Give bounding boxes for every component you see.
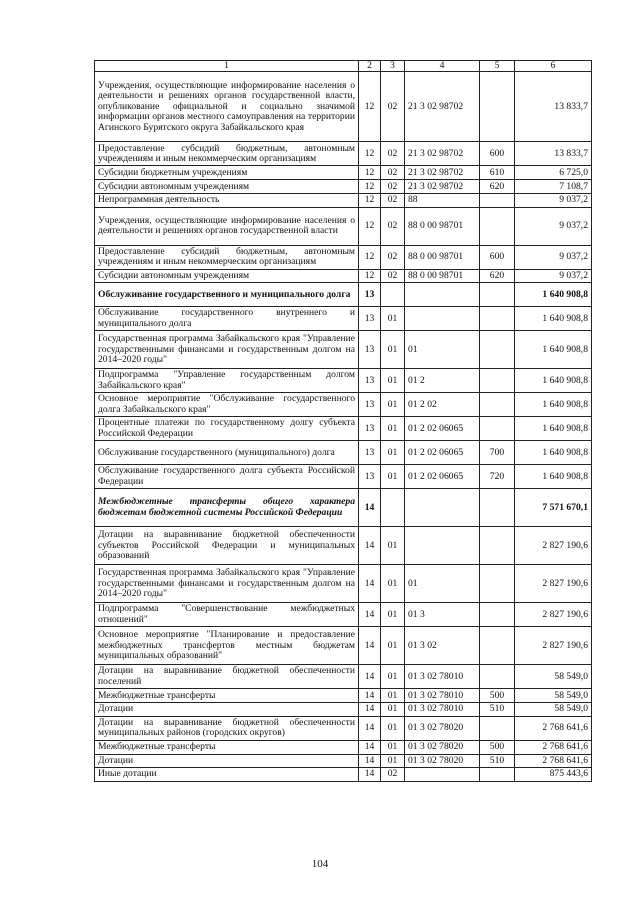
- cell-subsection: 01: [381, 465, 405, 489]
- cell-expense-type: 500: [480, 740, 515, 754]
- cell-section: 13: [359, 369, 381, 393]
- cell-target-article: 01 3 02 78010: [405, 689, 480, 703]
- cell-expense-type: [480, 72, 515, 142]
- cell-name: Предоставление субсидий бюджетным, автономным учреждениям и иным некоммерческим организациям: [95, 245, 359, 269]
- table-row: [95, 331, 592, 369]
- cell-subsection: 01: [381, 307, 405, 331]
- cell-target-article: 21 3 02 98702: [405, 180, 480, 194]
- cell-amount: 2 827 190,6: [515, 527, 592, 565]
- table-row: [95, 740, 592, 754]
- table-row: [95, 269, 592, 282]
- cell-expense-type: 620: [480, 269, 515, 282]
- column-header: 4: [405, 61, 480, 72]
- table-row: [95, 665, 592, 689]
- cell-amount: 6 725,0: [515, 166, 592, 180]
- cell-name: Учреждения, осуществляющие информирование населения о деятельности и решениях органов государственной власти, опубликование официальной и социально значимой информации органов местного самоуправления на территории Агинского Бурятского округа Забайкальского края: [95, 72, 359, 142]
- column-header: 2: [359, 61, 381, 72]
- cell-section: 12: [359, 180, 381, 194]
- cell-target-article: 88 0 00 98701: [405, 269, 480, 282]
- cell-amount: 13 833,7: [515, 142, 592, 166]
- cell-name: Обслуживание государственного и муниципального долга: [95, 283, 359, 307]
- cell-section: 12: [359, 166, 381, 180]
- cell-amount: 1 640 908,8: [515, 417, 592, 441]
- cell-name: Обслуживание государственного долга субъекта Российской Федерации: [95, 465, 359, 489]
- cell-section: 12: [359, 269, 381, 282]
- cell-section: 14: [359, 703, 381, 716]
- cell-subsection: 01: [381, 716, 405, 740]
- cell-target-article: 01 2: [405, 369, 480, 393]
- cell-name: Подпрограмма "Управление государственным долгом Забайкальского края": [95, 369, 359, 393]
- cell-expense-type: [480, 665, 515, 689]
- cell-section: 12: [359, 194, 381, 207]
- cell-amount: 58 549,0: [515, 689, 592, 703]
- cell-target-article: 01 2 02 06065: [405, 417, 480, 441]
- table-row: [95, 307, 592, 331]
- cell-section: 14: [359, 754, 381, 767]
- cell-section: 14: [359, 627, 381, 665]
- cell-target-article: 01 2 02: [405, 393, 480, 417]
- cell-amount: 2 827 190,6: [515, 627, 592, 665]
- cell-amount: 9 037,2: [515, 194, 592, 207]
- cell-subsection: 02: [381, 180, 405, 194]
- table-row: [95, 207, 592, 245]
- cell-expense-type: [480, 603, 515, 627]
- cell-target-article: [405, 768, 480, 782]
- cell-name: Подпрограмма "Совершенствование межбюджетных отношений": [95, 603, 359, 627]
- cell-target-article: 01 3 02: [405, 627, 480, 665]
- cell-section: 13: [359, 465, 381, 489]
- cell-amount: 58 549,0: [515, 665, 592, 689]
- cell-expense-type: [480, 194, 515, 207]
- cell-target-article: [405, 307, 480, 331]
- cell-target-article: 01 3 02 78010: [405, 703, 480, 716]
- cell-expense-type: [480, 207, 515, 245]
- budget-table: [94, 60, 592, 782]
- table-body: [95, 72, 592, 782]
- table-row: [95, 194, 592, 207]
- cell-expense-type: [480, 417, 515, 441]
- cell-section: 14: [359, 716, 381, 740]
- cell-subsection: 01: [381, 331, 405, 369]
- cell-subsection: 01: [381, 627, 405, 665]
- cell-amount: 7 108,7: [515, 180, 592, 194]
- cell-amount: 1 640 908,8: [515, 369, 592, 393]
- cell-subsection: 02: [381, 207, 405, 245]
- cell-expense-type: 600: [480, 245, 515, 269]
- cell-subsection: 02: [381, 142, 405, 166]
- cell-subsection: 01: [381, 603, 405, 627]
- cell-amount: 1 640 908,8: [515, 465, 592, 489]
- column-header: 3: [381, 61, 405, 72]
- cell-section: 14: [359, 768, 381, 782]
- cell-target-article: 21 3 02 98702: [405, 166, 480, 180]
- cell-target-article: 01 3 02 78020: [405, 754, 480, 767]
- cell-subsection: 01: [381, 417, 405, 441]
- cell-expense-type: [480, 768, 515, 782]
- cell-amount: 2 827 190,6: [515, 565, 592, 603]
- cell-expense-type: [480, 527, 515, 565]
- cell-section: 14: [359, 603, 381, 627]
- cell-subsection: 02: [381, 245, 405, 269]
- cell-subsection: [381, 489, 405, 527]
- cell-expense-type: 510: [480, 703, 515, 716]
- cell-expense-type: [480, 716, 515, 740]
- cell-section: 14: [359, 665, 381, 689]
- cell-target-article: 21 3 02 98702: [405, 72, 480, 142]
- cell-name: Государственная программа Забайкальского края "Управление государственными финансами и государственным долгом на 2014–2020 годы": [95, 565, 359, 603]
- cell-amount: 13 833,7: [515, 72, 592, 142]
- cell-subsection: 02: [381, 166, 405, 180]
- cell-section: 14: [359, 740, 381, 754]
- cell-section: 12: [359, 207, 381, 245]
- table-row: [95, 180, 592, 194]
- cell-section: 13: [359, 393, 381, 417]
- cell-expense-type: [480, 565, 515, 603]
- cell-expense-type: [480, 369, 515, 393]
- table-row: [95, 369, 592, 393]
- cell-subsection: 01: [381, 565, 405, 603]
- table-row: [95, 565, 592, 603]
- cell-section: 12: [359, 142, 381, 166]
- cell-section: 13: [359, 307, 381, 331]
- cell-section: 14: [359, 689, 381, 703]
- cell-expense-type: 510: [480, 754, 515, 767]
- cell-name: Обслуживание государственного внутреннего и муниципального долга: [95, 307, 359, 331]
- table-row: [95, 166, 592, 180]
- cell-section: 14: [359, 527, 381, 565]
- cell-target-article: 88 0 00 98701: [405, 245, 480, 269]
- cell-name: Дотации на выравнивание бюджетной обеспеченности поселений: [95, 665, 359, 689]
- cell-name: Дотации: [95, 703, 359, 716]
- table-row: [95, 603, 592, 627]
- table-row: [95, 703, 592, 716]
- cell-name: Субсидии бюджетным учреждениям: [95, 166, 359, 180]
- cell-target-article: 01 3 02 78020: [405, 740, 480, 754]
- cell-name: Государственная программа Забайкальского края "Управление государственными финансами и государственным долгом на 2014–2020 годы": [95, 331, 359, 369]
- cell-subsection: 02: [381, 768, 405, 782]
- cell-expense-type: [480, 283, 515, 307]
- cell-section: 12: [359, 72, 381, 142]
- cell-name: Дотации: [95, 754, 359, 767]
- cell-expense-type: [480, 393, 515, 417]
- table-row: [95, 441, 592, 465]
- cell-target-article: [405, 489, 480, 527]
- column-header: 1: [95, 61, 359, 72]
- cell-amount: 1 640 908,8: [515, 393, 592, 417]
- cell-name: Иные дотации: [95, 768, 359, 782]
- cell-subsection: 01: [381, 665, 405, 689]
- cell-name: Дотации на выравнивание бюджетной обеспеченности муниципальных районов (городских округов): [95, 716, 359, 740]
- cell-expense-type: 700: [480, 441, 515, 465]
- cell-name: Обслуживание государственного (муниципального) долга: [95, 441, 359, 465]
- table-row: [95, 489, 592, 527]
- cell-expense-type: [480, 627, 515, 665]
- cell-subsection: 02: [381, 269, 405, 282]
- table-row: [95, 417, 592, 441]
- cell-subsection: [381, 283, 405, 307]
- cell-subsection: 01: [381, 369, 405, 393]
- table-row: [95, 627, 592, 665]
- cell-amount: 2 768 641,6: [515, 716, 592, 740]
- cell-expense-type: [480, 331, 515, 369]
- table-row: [95, 72, 592, 142]
- cell-subsection: 01: [381, 441, 405, 465]
- cell-target-article: 88 0 00 98701: [405, 207, 480, 245]
- cell-expense-type: 620: [480, 180, 515, 194]
- cell-expense-type: 600: [480, 142, 515, 166]
- cell-amount: 2 768 641,6: [515, 740, 592, 754]
- cell-target-article: 88: [405, 194, 480, 207]
- table-row: [95, 527, 592, 565]
- table-row: [95, 768, 592, 782]
- cell-section: 14: [359, 565, 381, 603]
- cell-target-article: [405, 527, 480, 565]
- table-header-row: [95, 61, 592, 72]
- table-row: [95, 465, 592, 489]
- cell-amount: 1 640 908,8: [515, 307, 592, 331]
- cell-name: Учреждения, осуществляющие информирование населения о деятельности и решениях органов государственной власти: [95, 207, 359, 245]
- cell-name: Межбюджетные трансферты: [95, 740, 359, 754]
- cell-name: Основное мероприятие "Планирование и предоставление межбюджетных трансфертов местным бюджетам муниципальных образований": [95, 627, 359, 665]
- cell-target-article: 21 3 02 98702: [405, 142, 480, 166]
- cell-name: Субсидии автономным учреждениям: [95, 269, 359, 282]
- cell-expense-type: 610: [480, 166, 515, 180]
- cell-subsection: 01: [381, 527, 405, 565]
- cell-expense-type: 720: [480, 465, 515, 489]
- cell-amount: 58 549,0: [515, 703, 592, 716]
- table-row: [95, 754, 592, 767]
- cell-subsection: 01: [381, 703, 405, 716]
- cell-name: Межбюджетные трансферты общего характера бюджетам бюджетной системы Российской Федерации: [95, 489, 359, 527]
- cell-amount: 1 640 908,8: [515, 283, 592, 307]
- cell-name: Дотации на выравнивание бюджетной обеспеченности субъектов Российской Федерации и муниципальных образований: [95, 527, 359, 565]
- cell-subsection: 01: [381, 689, 405, 703]
- cell-name: Основное мероприятие "Обслуживание государственного долга Забайкальского края": [95, 393, 359, 417]
- cell-target-article: 01: [405, 331, 480, 369]
- cell-subsection: 01: [381, 740, 405, 754]
- cell-target-article: 01 3: [405, 603, 480, 627]
- table-row: [95, 245, 592, 269]
- cell-amount: 2 768 641,6: [515, 754, 592, 767]
- cell-name: Межбюджетные трансферты: [95, 689, 359, 703]
- cell-amount: 9 037,2: [515, 269, 592, 282]
- cell-subsection: 02: [381, 194, 405, 207]
- cell-expense-type: [480, 489, 515, 527]
- cell-section: 13: [359, 283, 381, 307]
- cell-target-article: 01 2 02 06065: [405, 465, 480, 489]
- cell-target-article: 01: [405, 565, 480, 603]
- page-number: 104: [311, 858, 329, 870]
- cell-subsection: 01: [381, 393, 405, 417]
- cell-name: Непрограммная деятельность: [95, 194, 359, 207]
- table-row: [95, 716, 592, 740]
- cell-expense-type: 500: [480, 689, 515, 703]
- table-row: [95, 142, 592, 166]
- cell-amount: 9 037,2: [515, 207, 592, 245]
- cell-amount: 9 037,2: [515, 245, 592, 269]
- cell-name: Процентные платежи по государственному долгу субъекта Российской Федерации: [95, 417, 359, 441]
- cell-section: 14: [359, 489, 381, 527]
- cell-amount: 1 640 908,8: [515, 331, 592, 369]
- cell-section: 13: [359, 441, 381, 465]
- table-row: [95, 283, 592, 307]
- cell-subsection: 02: [381, 72, 405, 142]
- cell-amount: 7 571 670,1: [515, 489, 592, 527]
- cell-amount: 1 640 908,8: [515, 441, 592, 465]
- cell-target-article: 01 2 02 06065: [405, 441, 480, 465]
- cell-amount: 875 443,6: [515, 768, 592, 782]
- cell-name: Субсидии автономным учреждениям: [95, 180, 359, 194]
- table-row: [95, 689, 592, 703]
- cell-name: Предоставление субсидий бюджетным, автономным учреждениям и иным некоммерческим организациям: [95, 142, 359, 166]
- cell-section: 13: [359, 331, 381, 369]
- column-header: 6: [515, 61, 592, 72]
- cell-target-article: 01 3 02 78010: [405, 665, 480, 689]
- table-row: [95, 393, 592, 417]
- cell-section: 12: [359, 245, 381, 269]
- column-header: 5: [480, 61, 515, 72]
- cell-target-article: 01 3 02 78020: [405, 716, 480, 740]
- cell-subsection: 01: [381, 754, 405, 767]
- cell-section: 13: [359, 417, 381, 441]
- cell-amount: 2 827 190,6: [515, 603, 592, 627]
- cell-target-article: [405, 283, 480, 307]
- cell-expense-type: [480, 307, 515, 331]
